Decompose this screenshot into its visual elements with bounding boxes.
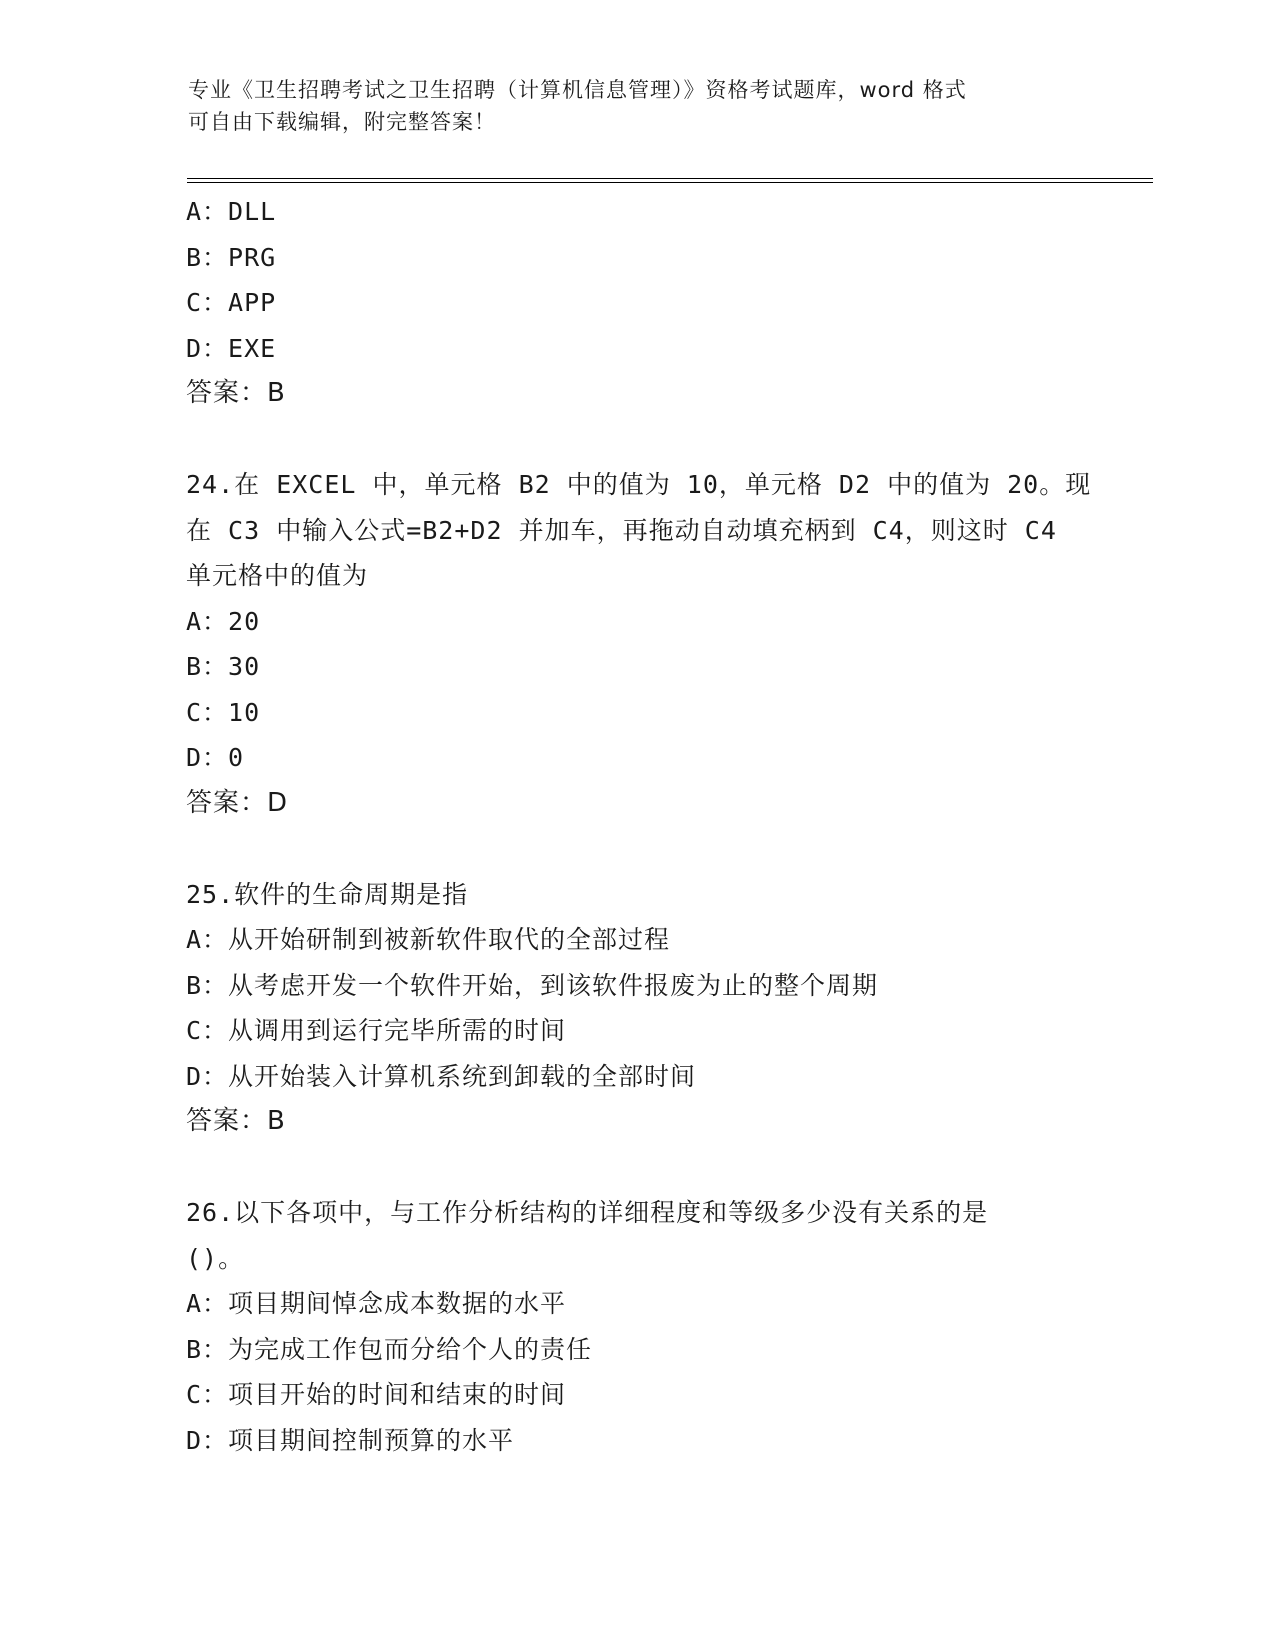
header-divider-bottom	[187, 182, 1153, 183]
question-spacer	[186, 826, 1086, 872]
question-24	[186, 462, 1092, 826]
question-stem-line: 24.在 EXCEL 中，单元格 B2 中的值为 10，单元格 D2 中的值为 20。现	[186, 470, 1092, 499]
question-23	[186, 189, 1086, 417]
option-a: A：20	[186, 606, 261, 636]
option-d: D：EXE	[186, 333, 277, 363]
option-b: B：从考虑开发一个软件开始，到该软件报废为止的整个周期	[186, 970, 879, 1000]
question-spacer	[186, 1145, 1086, 1191]
option-b: B：30	[186, 652, 261, 681]
question-stem-line: 25.软件的生命周期是指	[186, 879, 469, 909]
option-c: C：从调用到运行完毕所需的时间	[186, 1016, 567, 1045]
option-c: C：项目开始的时间和结束的时间	[186, 1380, 567, 1409]
option-b: B：为完成工作包而分给个人的责任	[186, 1334, 593, 1364]
answer: 答案：B	[186, 378, 286, 408]
option-c: C：APP	[186, 288, 277, 317]
question-stem-line: 26.以下各项中，与工作分析结构的详细程度和等级多少没有关系的是	[186, 1198, 989, 1227]
answer: 答案：D	[186, 787, 289, 818]
header-line-1: 专业《卫生招聘考试之卫生招聘（计算机信息管理）》资格考试题库，word 格式	[188, 78, 967, 102]
option-c: C：10	[186, 697, 261, 727]
option-d: D：0	[186, 743, 245, 772]
option-a: A：从开始研制到被新软件取代的全部过程	[186, 925, 671, 954]
question-spacer	[186, 417, 1086, 463]
question-25	[186, 872, 1086, 1145]
option-d: D：项目期间控制预算的水平	[186, 1425, 515, 1455]
answer: 答案：B	[186, 1106, 286, 1136]
header-divider-top	[187, 178, 1153, 179]
question-26	[186, 1190, 1086, 1463]
option-b: B：PRG	[186, 242, 277, 272]
header-line-2: 可自由下载编辑，附完整答案！	[188, 110, 496, 134]
document-header	[188, 74, 1068, 138]
option-a: A：DLL	[186, 197, 277, 226]
question-list	[186, 189, 1092, 1463]
question-stem-line: 单元格中的值为	[186, 561, 369, 590]
option-a: A：项目期间悼念成本数据的水平	[186, 1289, 567, 1318]
question-stem-line: ()。	[186, 1243, 245, 1273]
option-d: D：从开始装入计算机系统到卸载的全部时间	[186, 1061, 697, 1091]
question-stem-line: 在 C3 中输入公式=B2+D2 并加车，再拖动自动填充柄到 C4，则这时 C4	[186, 515, 1057, 545]
